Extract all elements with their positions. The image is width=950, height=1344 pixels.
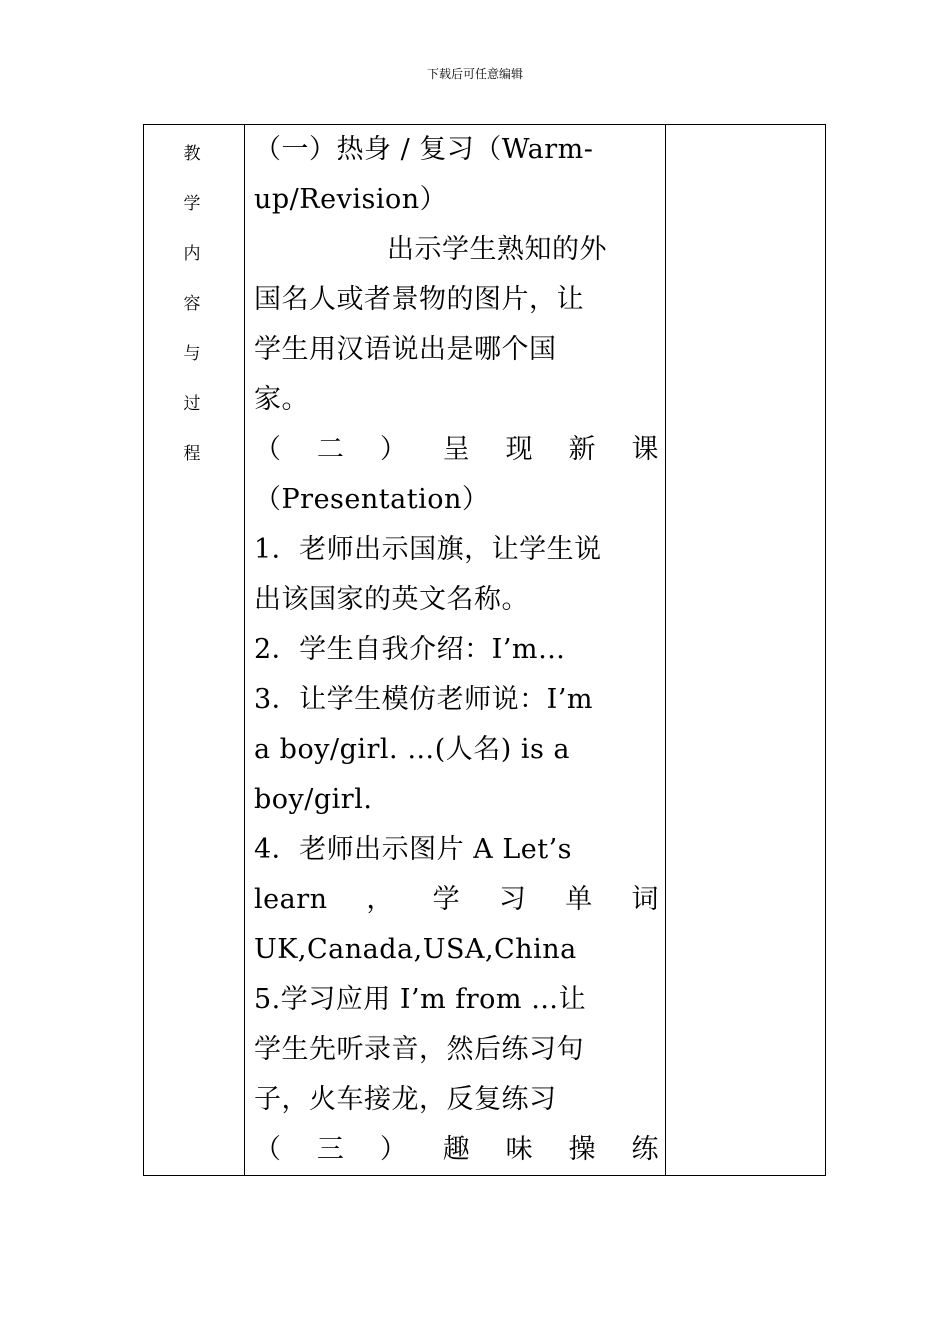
section-label-cell (144, 125, 245, 1176)
lesson-content (245, 125, 665, 1175)
text-line: a boy/girl. …(人名) is a (254, 734, 571, 765)
text-line: 3．让学生模仿老师说：I’m (254, 684, 594, 715)
header-note: 下载后可任意编辑 (426, 67, 523, 81)
label-char: 过 (183, 394, 201, 414)
text-line: 出该国家的英文名称。 (254, 584, 529, 615)
heading-char: 二 (316, 434, 345, 465)
heading-char: （ (254, 1134, 282, 1165)
text-line: 家。 (254, 384, 309, 415)
section-heading-practice (254, 1125, 659, 1175)
label-char: 内 (183, 244, 201, 264)
heading-char: 三 (316, 1134, 345, 1165)
text-line: 2．学生自我介绍：I’m… (254, 634, 566, 665)
heading-char: 操 (568, 1134, 597, 1165)
heading-char: 课 (631, 434, 659, 465)
section-heading-presentation (254, 425, 659, 475)
text-line-justified (254, 875, 659, 925)
notes-cell (666, 125, 826, 1176)
heading-char: 新 (568, 434, 597, 465)
heading-char: 味 (505, 1134, 534, 1165)
label-char: 教 (183, 144, 201, 164)
heading-char: （ (254, 434, 282, 465)
label-char: 与 (183, 344, 201, 364)
word: ， (366, 884, 394, 915)
text-line: 1．老师出示国旗，让学生说 (254, 534, 602, 565)
word: learn (254, 884, 328, 915)
text-line: （一）热身 / 复习（Warm- (254, 134, 594, 165)
text-line: 学生先听录音，然后练习句 (254, 1034, 584, 1065)
section-label (144, 125, 244, 479)
word: 学 (432, 884, 461, 915)
content-cell (245, 125, 666, 1176)
heading-char: ） (379, 1134, 408, 1165)
word: 习 (498, 884, 527, 915)
heading-char: ） (379, 434, 408, 465)
word: 单 (565, 884, 593, 915)
heading-char: 呈 (442, 434, 471, 465)
word: 词 (631, 884, 659, 915)
heading-char: 趣 (442, 1134, 471, 1165)
table-row (144, 125, 826, 1176)
text-line: 出示学生熟知的外 (387, 234, 607, 265)
text-line: 5.学习应用 I’m from …让 (254, 984, 587, 1015)
text-line: 学生用汉语说出是哪个国 (254, 334, 557, 365)
label-char: 容 (183, 294, 201, 314)
label-char: 学 (183, 194, 201, 214)
text-line: up/Revision） (254, 184, 448, 215)
heading-char: 练 (631, 1134, 659, 1165)
text-line: 4．老师出示图片 A Let’s (254, 834, 573, 865)
text-line: UK,Canada,USA,China (254, 934, 577, 965)
label-char: 程 (183, 444, 201, 464)
text-line: （Presentation） (254, 484, 490, 515)
heading-char: 现 (505, 434, 534, 465)
text-line: 子，火车接龙，反复练习 (254, 1084, 557, 1115)
text-line: 国名人或者景物的图片，让 (254, 284, 584, 315)
text-line: boy/girl. (254, 784, 373, 815)
lesson-table (143, 124, 826, 1176)
